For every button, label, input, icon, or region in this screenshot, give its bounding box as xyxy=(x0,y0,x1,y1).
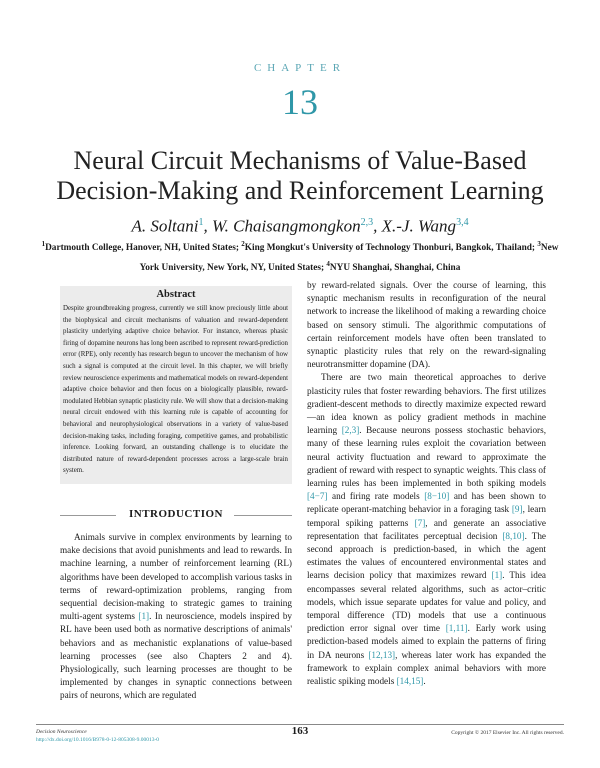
abstract-box xyxy=(60,286,292,484)
body-text: . This idea encompasses several related algorithms, such as actor–critic models, which issue separate updates for value and policy, and temporal difference (TD) models that use a continuous prediction error signal over time xyxy=(307,570,546,634)
body-text: There are two main theoretical approaches to derive plasticity rules that foster rewarding behaviors. The first utilizes gradient-descent methods to directly maximize expected reward—an idea known as policy gradient methods in machine learning xyxy=(307,372,546,436)
body-text: . Because neurons possess stochastic behaviors, many of these learning rules exploit the covariation between neural activity fluctuation and reward to approximate the gradient of reward with respect to synaptic weights. This class of learning rules has been implemented in both spiking models xyxy=(307,425,546,489)
affil-text: New York University, New York, NY, United States; xyxy=(139,243,559,274)
author-affil-sup[interactable]: 2,3 xyxy=(360,217,374,228)
citation-link[interactable]: [1] xyxy=(491,570,503,581)
body-text: and firing rate models xyxy=(327,491,425,502)
body-text: . Early work using prediction-based models aimed to explain the patterns of firing in DA neurons xyxy=(307,623,546,660)
section-rule xyxy=(234,515,292,516)
author-affil-sup[interactable]: 1 xyxy=(198,217,204,228)
affil-sup: 1 xyxy=(41,240,46,248)
chapter-label: CHAPTER xyxy=(253,62,347,74)
affil-sup: 2 xyxy=(241,240,245,248)
body-text: , learn temporal spiking patterns xyxy=(307,504,546,528)
author-name: A. Soltani xyxy=(131,216,199,236)
citation-link[interactable]: [1] xyxy=(138,611,150,622)
affil-text: King Mongkut's University of Technology Thonburi, Bangkok, Thailand; xyxy=(244,243,536,254)
author-list: A. Soltani$^1$, W. Chaisangmongkon$^{2,3}$, X.-J. Wang$^{3,4}$ xyxy=(131,216,469,236)
body-text: . xyxy=(423,676,426,687)
title-line-1: Neural Circuit Mechanisms of Value-Based xyxy=(73,146,527,175)
body-text: Animals survive in complex environments by learning to make decisions that avoid punishments and lead to rewards. In machine learning, a number of reinforcement learning (RL) algorithms have been developed to accomplish various tasks in terms of reward-optimization problems, ranging from sequential decision-making to strategic games to training multi-agent systems xyxy=(60,532,292,622)
journal-name: Decision Neuroscience xyxy=(36,729,87,735)
page-number: 163 xyxy=(291,725,309,737)
body-text: . The second approach is prediction-based, in which the agent estimates the values of encountered environmental states and learns decision policy that maximizes reward xyxy=(307,530,546,581)
author-name: X.-J. Wang xyxy=(381,216,457,236)
citation-link[interactable]: [9] xyxy=(511,504,523,515)
citation-link[interactable]: [14,15] xyxy=(396,676,424,687)
affil-sup: 3 xyxy=(537,240,541,248)
copyright-notice: Copyright © 2017 Elsevier Inc. All rights reserved. xyxy=(451,730,564,736)
citation-link[interactable]: [8−10] xyxy=(424,491,450,502)
doi-link[interactable]: http://dx.doi.org/10.1016/B978-0-12-805308-9.00013-0 xyxy=(36,737,160,743)
abstract-heading: Abstract xyxy=(156,289,196,300)
introduction-paragraph xyxy=(60,531,292,703)
body-text: . In neuroscience, models inspired by RL have been used both as normative descriptions of animals' behaviors and as mechanistic explanations of value-based learning processes (see also Chapters 2 and 4). Physiologically, such learning processes are thought to be implemented by changes in synaptic connections between pairs of neurons, which are regulated xyxy=(60,611,293,701)
affiliations xyxy=(40,236,560,276)
citation-link[interactable]: [12,13] xyxy=(368,649,396,660)
citation-link[interactable]: [7] xyxy=(414,517,426,528)
citation-link[interactable]: [2,3] xyxy=(341,425,360,436)
paragraph-continued: by reward-related signals. Over the course of learning, this synaptic mechanism results in reconfiguration of the neural network to increase the likelihood of making a rewarding choice based on sensory stimuli. The algorithmic computations of certain reinforcement models have often been translated to synaptic plasticity rules that rely on the reward-signaling neurotransmitter dopamine (DA). xyxy=(307,280,546,370)
chapter-number: 13 xyxy=(282,82,318,122)
paragraph xyxy=(307,371,546,688)
affil-text: Dartmouth College, Hanover, NH, United States; xyxy=(45,243,239,254)
author-affil-sup[interactable]: 3,4 xyxy=(456,217,469,228)
citation-link[interactable]: [8,10] xyxy=(502,530,525,541)
paper-title xyxy=(20,146,580,206)
body-text: , whereas later work has expanded the framework to explain complex animal behaviors with more realistic spiking models xyxy=(307,649,546,687)
citation-link[interactable]: [1,11] xyxy=(445,623,468,634)
affil-text: NYU Shanghai, Shanghai, China xyxy=(329,263,461,274)
author-name: W. Chaisangmongkon xyxy=(212,216,361,236)
citation-link[interactable]: [4−7] xyxy=(307,491,328,502)
abstract-text: Despite groundbreaking progress, currently we still know preciously little about the biophysical and circuit mechanisms of valuation and reward-dependent plasticity underlying adaptive choice behavior. For instance, whereas phasic firing of dopamine neurons has long been ascribed to represent reward-prediction error (RPE), only recently has research begun to uncover the mechanism of how such a signal is computed at the circuit level. In this chapter, we will briefly review neuroscience experiments and mathematical models on reward-dependent adaptive choice behavior and then focus on a biologically plausible, reward-modulated Hebbian synaptic plasticity rule. We will show that a decision-making neural circuit endowed with this learning rule is capable of accounting for behavioral and neurophysiological observations in a variety of value-based decision-making tasks, including foraging, competitive games, and probabilistic inference. Looking forward, an outstanding challenge is to elucidate the distributed nature of reward-dependent processes across a large-scale brain system. xyxy=(63,305,288,475)
body-text: and has been shown to replicate operant-matching behavior in a foraging task xyxy=(307,491,546,515)
affil-sup: 4 xyxy=(326,260,330,269)
section-heading-introduction: INTRODUCTION xyxy=(128,508,223,520)
body-text: , and generate an associative representation that facilitates perceptual decision xyxy=(307,517,546,541)
right-column xyxy=(307,279,546,688)
title-line-2: Decision-Making and Reinforcement Learning xyxy=(56,176,544,205)
